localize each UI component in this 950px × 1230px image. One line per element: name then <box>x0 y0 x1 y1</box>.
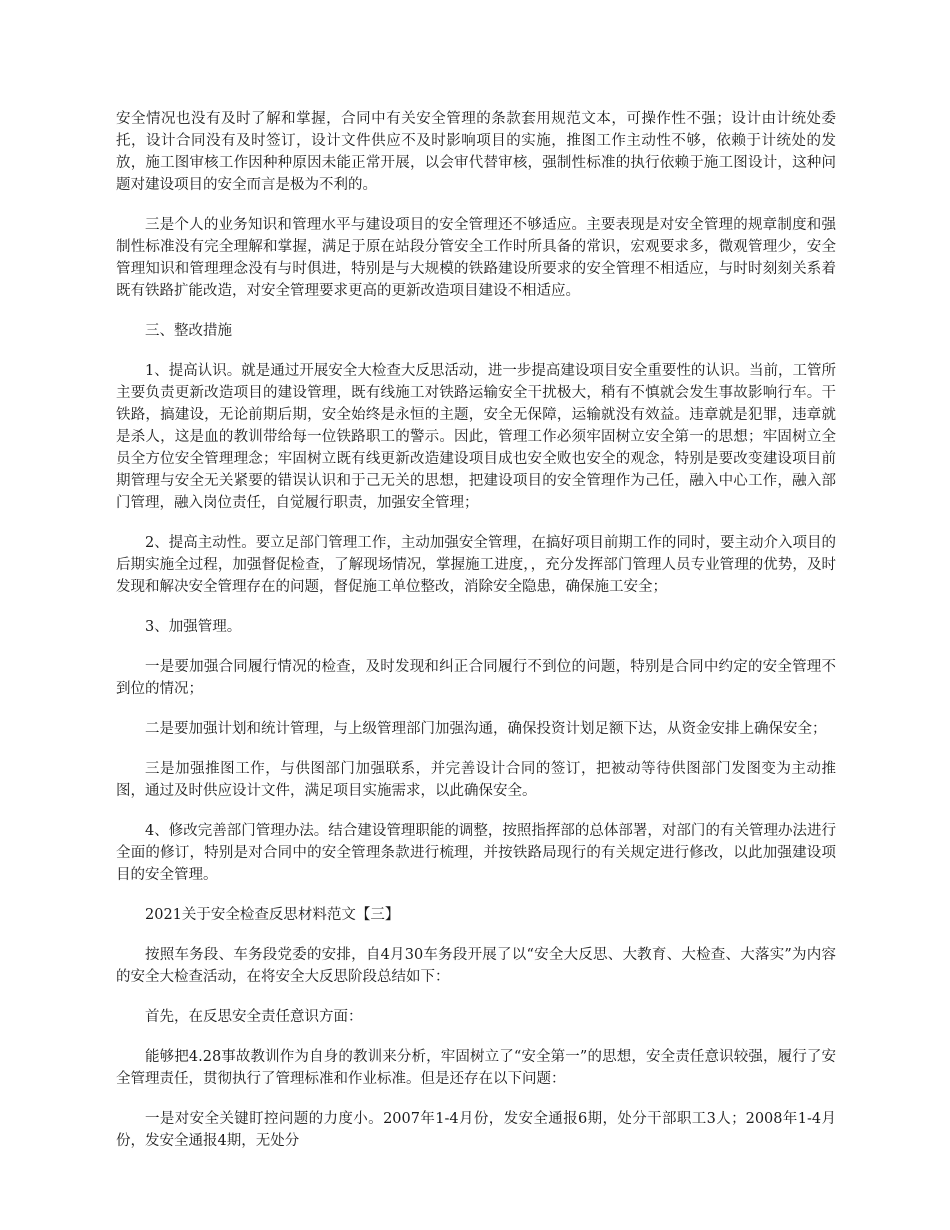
paragraph-intro: 按照车务段、车务段党委的安排，自4月30车务段开展了以“安全大反思、大教育、大检查、大落实”为内容的安全大检查活动，在将安全大反思阶段总结如下： <box>116 947 836 985</box>
paragraph-measure-1: 1、提高认识。就是通过开展安全大检查大反思活动，进一步提高建设项目安全重要性的认识。当前，工管所主要负责更新改造项目的建设管理，既有线施工对铁路运输安全干扰极大，稍有不慎就会发生事故影响行车。干铁路，搞建设，无论前期后期，安全始终是永恒的主题，安全无保障，运输就没有效益。违章就是犯罪，违章就是杀人，这是血的教训带给每一位铁路职工的警示。因此，管理工作必须牢固树立安全第一的思想；牢固树立全员全方位安全管理理念；牢固树立既有线更新改造建设项目成也安全败也安全的观念，特别是要改变建设项目前期管理与安全无关紧要的错误认识和于己无关的思想，把建设项目的安全管理作为己任，融入中心工作，融入部门管理，融入岗位责任，自觉履行职责，加强安全管理； <box>116 363 836 511</box>
paragraph-measure-3: 3、加强管理。 <box>145 619 242 635</box>
paragraph-responsibility-heading: 首先，在反思安全责任意识方面： <box>145 1009 363 1025</box>
section-heading-rectification: 三、整改措施 <box>145 323 232 339</box>
section-heading-sample-three: 2021关于安全检查反思材料范文【三】 <box>145 907 400 923</box>
paragraph-point-three: 三是个人的业务知识和管理水平与建设项目的安全管理还不够适应。主要表现是对安全管理的规章制度和强制性标准没有完全理解和掌握，满足于原在站段分管安全工作时所具备的常识，宏观要求多，微观管理少，安全管理知识和管理理念没有与时俱进，特别是与大规模的铁路建设所要求的安全管理不相适应，与时时刻刻关系着既有铁路扩能改造，对安全管理要求更高的更新改造项目建设不相适应。 <box>116 217 836 299</box>
paragraph-responsibility-body: 能够把4.28事故教训作为自身的教训来分析，牢固树立了“安全第一”的思想，安全责任意识较强，履行了安全管理责任，贯彻执行了管理标准和作业标准。但是还存在以下问题： <box>116 1049 836 1087</box>
paragraph-measure-3-item-1: 一是要加强合同履行情况的检查，及时发现和纠正合同履行不到位的问题，特别是合同中约定的安全管理不到位的情况； <box>116 659 836 697</box>
paragraph-measure-3-item-3: 三是加强推图工作，与供图部门加强联系，并完善设计合同的签订，把被动等待供图部门发图变为主动推图，通过及时供应设计文件，满足项目实施需求，以此确保安全。 <box>116 761 836 799</box>
paragraph-problem-1: 一是对安全关键盯控问题的力度小。2007年1-4月份，发安全通报6期，处分干部职工3人；2008年1-4月份，发安全通报4期，无处分 <box>116 1111 836 1149</box>
paragraph-measure-2: 2、提高主动性。要立足部门管理工作，主动加强安全管理，在搞好项目前期工作的同时，要主动介入项目的后期实施全过程，加强督促检查，了解现场情况，掌握施工进度，，充分发挥部门管理人员专业管理的优势，及时发现和解决安全管理存在的问题，督促施工单位整改，消除安全隐患，确保施工安全； <box>116 535 836 595</box>
paragraph-measure-3-item-2: 二是要加强计划和统计管理，与上级管理部门加强沟通，确保投资计划足额下达，从资金安排上确保安全； <box>145 721 827 737</box>
paragraph-measure-4: 4、修改完善部门管理办法。结合建设管理职能的调整，按照指挥部的总体部署，对部门的有关管理办法进行全面的修订，特别是对合同中的安全管理条款进行梳理，并按铁路局现行的有关规定进行修改，以此加强建设项目的安全管理。 <box>116 823 836 883</box>
document-page <box>116 108 836 1170</box>
paragraph-continuation: 安全情况也没有及时了解和掌握，合同中有关安全管理的条款套用规范文本，可操作性不强；设计由计统处委托，设计合同没有及时签订，设计文件供应不及时影响项目的实施，推图工作主动性不够，依赖于计统处的发放，施工图审核工作因种种原因未能正常开展，以会审代替审核，强制性标准的执行依赖于施工图设计，这种问题对建设项目的安全而言是极为不利的。 <box>116 111 836 193</box>
